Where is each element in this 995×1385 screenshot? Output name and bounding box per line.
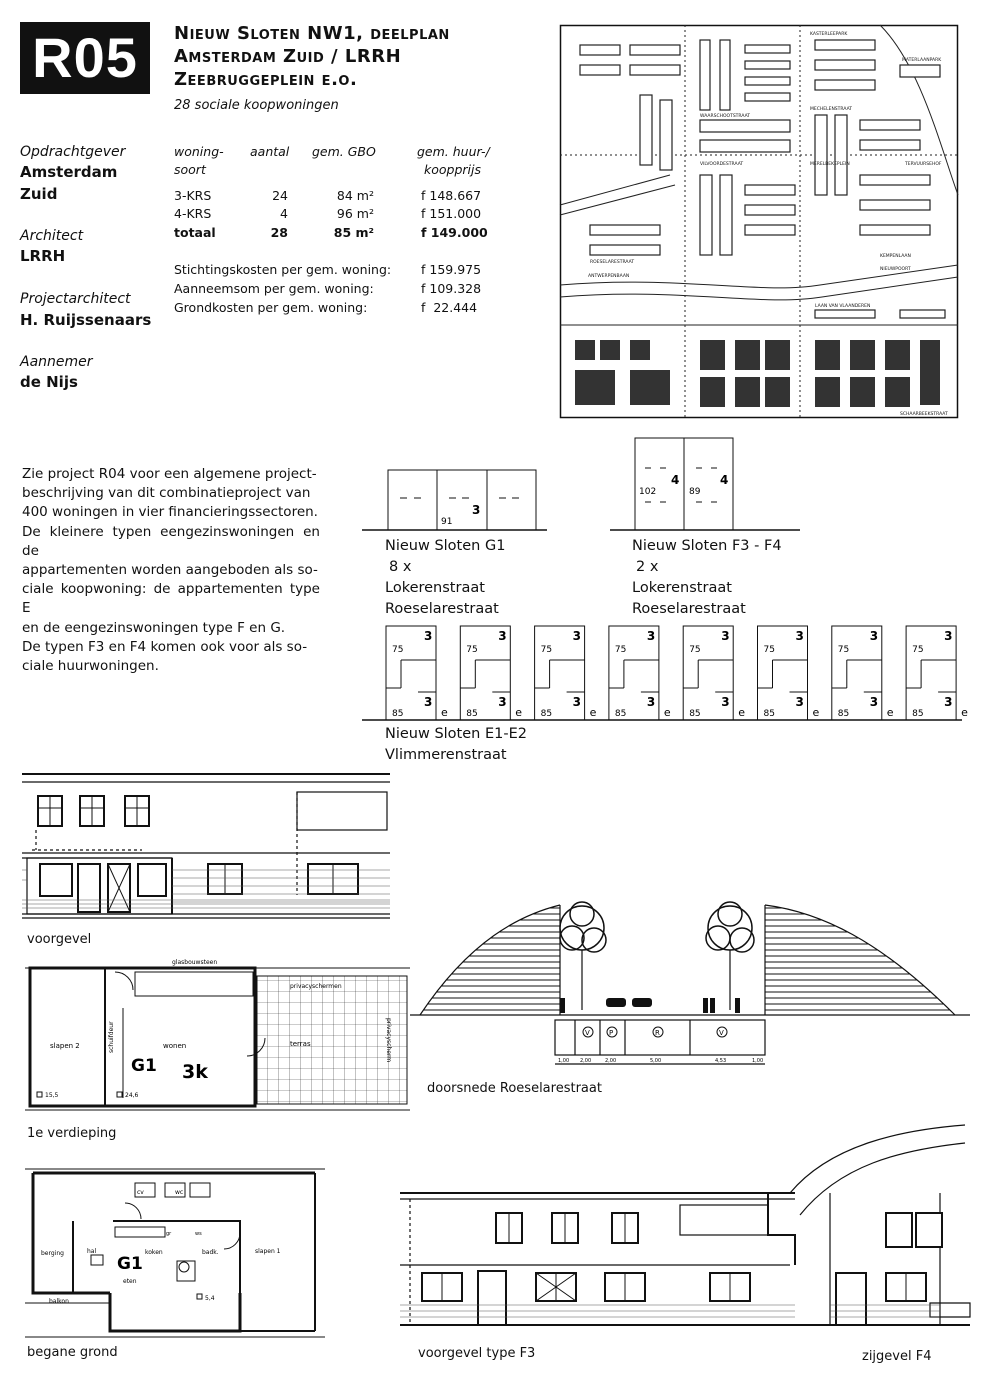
plan-type-label: G1 [131, 1056, 157, 1076]
map-street-label: ROESELARESTRAAT [590, 260, 635, 265]
plan-label: ws [195, 1231, 202, 1237]
scheme-e-bottom-rooms: 3 [795, 695, 804, 709]
th-price-2: koopprijs [424, 162, 482, 177]
scheme-e-top-rooms: 3 [498, 629, 507, 643]
scheme-e-street: Vlimmerenstraat [385, 747, 507, 763]
scheme-e-bottom-rooms: 3 [869, 695, 879, 709]
caption-voorgevel: voorgevel [27, 932, 92, 947]
scheme-f34-diagram [610, 436, 800, 536]
ground-floor-plan [25, 1163, 325, 1343]
plan-area-label: 5,4 [205, 1295, 215, 1302]
th-count: aantal [250, 144, 290, 159]
plan-label: koken [145, 1249, 163, 1256]
scheme-e-bottom-rooms: 3 [424, 695, 433, 709]
plan-label: balkon [49, 1298, 69, 1305]
map-street-label: MATERLAANPARK [902, 58, 942, 63]
scheme-g1-text [385, 536, 505, 620]
scheme-e-bottom-area: 85 [763, 709, 775, 719]
caption-verdieping: 1e verdieping [27, 1126, 117, 1141]
plan-label: hal [87, 1248, 97, 1255]
scheme-e-top-area: 75 [837, 645, 850, 655]
plan-label: cv [137, 1189, 144, 1196]
cost-value: f 22.444 [421, 300, 478, 315]
scheme-e-bottom-rooms: 3 [944, 695, 953, 709]
description-line: beschrijving van dit combinatieproject van [22, 485, 311, 502]
map-street-label: NIEUWPOORT [880, 267, 911, 272]
scheme-e-bottom-area: 85 [689, 709, 701, 719]
project-description [22, 465, 320, 676]
scheme-e-bottom-rooms: 3 [721, 695, 730, 709]
description-line: 400 woningen in vier financieringssectoren. [22, 504, 318, 521]
plan-label: eten [123, 1278, 137, 1285]
scheme-e-marker: e [663, 706, 671, 719]
front-elevation-drawing [22, 770, 390, 925]
row-count: 4 [280, 206, 288, 221]
th-gbo: gem. GBO [312, 144, 376, 159]
info-value-contractor: de Nijs [20, 373, 78, 391]
scheme-g1-count: 8 x [389, 559, 412, 575]
map-street-label: WAARSCHOOTSTRAAT [700, 114, 751, 119]
scheme-e-title: Nieuw Sloten E1-E2 [385, 726, 527, 742]
scheme-e-bottom-area: 85 [540, 709, 553, 719]
project-title [174, 22, 450, 91]
scheme-e-top-area: 75 [392, 645, 404, 655]
info-value-architect: LRRH [20, 247, 66, 265]
section-marker: R [655, 1029, 660, 1037]
scheme-e-bottom-rooms: 3 [498, 695, 507, 709]
caption-zijgevel-f4: zijgevel F4 [862, 1349, 932, 1364]
scheme-e-top-area: 75 [763, 645, 775, 655]
scheme-e-bottom-area: 85 [837, 709, 850, 719]
scheme-e-diagram [362, 624, 968, 724]
title-line: Zeebruggeplein e.o. [174, 69, 358, 90]
scheme-g1-street: Roeselarestraat [385, 601, 499, 617]
scheme-e-top-rooms: 3 [795, 629, 804, 643]
row-price: f 148.667 [421, 188, 482, 203]
info-value-project-architect: H. Ruijssenaars [20, 311, 152, 329]
cost-value: f 159.975 [421, 262, 482, 277]
map-street-label: KEMPENLAAN [880, 254, 911, 259]
row-type: 4-KRS [174, 206, 212, 221]
cost-label: Stichtingskosten per gem. woning: [174, 262, 392, 277]
project-code: R05 [20, 22, 150, 94]
scheme-e-top-rooms: 3 [424, 629, 433, 643]
description-line: ciale huurwoningen. [22, 658, 159, 675]
description-line: appartementen worden aangeboden als so- [22, 562, 318, 579]
info-label-client: Opdrachtgever [20, 144, 126, 160]
plan-label: gr [166, 1231, 172, 1237]
map-street-label: MECHELENSTRAAT [810, 107, 853, 112]
info-value-client-1: Amsterdam [20, 163, 118, 181]
scheme-e-bottom-area: 85 [392, 709, 404, 719]
title-line: Nieuw Sloten NW1, deelplan [174, 23, 450, 44]
caption-voorgevel-f3: voorgevel type F3 [418, 1346, 536, 1361]
row-total-count: 28 [270, 225, 288, 240]
cost-label: Grondkosten per gem. woning: [174, 300, 368, 315]
scheme-e-marker: e [812, 706, 820, 719]
plan-label: wc [175, 1189, 184, 1196]
scheme-f34-count: 2 x [636, 559, 659, 575]
scheme-e-marker: e [441, 706, 448, 719]
map-street-label: SCHAARBEEKSTRAAT [900, 412, 948, 417]
row-total-price: f 149.000 [421, 225, 488, 240]
row-gbo: 96 m² [336, 206, 374, 221]
plan-label: terras [290, 1040, 311, 1048]
scheme-f34-street: Roeselarestraat [632, 601, 746, 617]
map-street-label: ANTWERPENBAAN [588, 274, 630, 279]
description-line: De typen F3 en F4 komen ook voor als so- [22, 638, 308, 655]
description-line: De kleinere typen eengezinswoningen en de [22, 523, 320, 559]
scheme-g1-title: Nieuw Sloten G1 [385, 538, 506, 554]
plan-type-label: G1 [117, 1254, 143, 1274]
scheme-e-marker: e [961, 706, 968, 719]
section-dim: 1,00 [752, 1058, 764, 1064]
plan-label: privacyschermen [290, 983, 342, 990]
description-line: Zie project R04 voor een algemene project- [22, 466, 317, 482]
plan-label: privacyscherm [385, 1018, 392, 1063]
section-dim: 5,00 [650, 1058, 662, 1064]
plan-area-label: 15,5 [45, 1092, 59, 1099]
scheme-e-marker: e [886, 706, 894, 719]
scheme-g1-area: 91 [441, 517, 453, 527]
scheme-f34-text [632, 536, 782, 620]
row-type: 3-KRS [174, 188, 212, 203]
scheme-e-top-rooms: 3 [869, 629, 879, 643]
caption-begane-grond: begane grond [27, 1345, 118, 1360]
row-gbo: 84 m² [336, 188, 374, 203]
section-marker: V [585, 1029, 590, 1037]
section-marker: P [609, 1029, 614, 1037]
scheme-e-top-rooms: 3 [646, 629, 656, 643]
plan-label: badk. [202, 1249, 219, 1256]
plan-label: berging [41, 1250, 64, 1257]
plan-label: slapen 1 [255, 1248, 281, 1255]
row-count: 24 [272, 188, 288, 203]
scheme-e-bottom-area: 85 [466, 709, 478, 719]
info-label-architect: Architect [20, 228, 84, 244]
plan-label: glasbouwsteen [172, 959, 218, 966]
section-dim: 1,00 [558, 1058, 570, 1064]
section-dim: 2,00 [605, 1058, 617, 1064]
first-floor-plan [25, 958, 410, 1123]
scheme-f34-area: 102 [639, 487, 657, 497]
scheme-e-top-area: 75 [466, 645, 478, 655]
site-map [560, 25, 958, 418]
scheme-e-marker: e [738, 706, 745, 719]
row-total-gbo: 85 m² [333, 225, 374, 240]
plan-label: slapen 2 [50, 1042, 80, 1050]
scheme-f34-title: Nieuw Sloten F3 - F4 [632, 538, 782, 554]
plan-label: schuifdeur [108, 1021, 115, 1053]
caption-doorsnede: doorsnede Roeselarestraat [427, 1081, 602, 1096]
street-section-drawing [410, 880, 970, 1070]
description-line: en de eengezinswoningen type F en G. [22, 619, 286, 636]
cost-label: Aanneemsom per gem. woning: [174, 281, 374, 296]
th-type-2: soort [174, 162, 206, 177]
project-subtitle: 28 sociale koopwoningen [174, 98, 339, 113]
scheme-e-top-rooms: 3 [944, 629, 953, 643]
section-dim: 2,00 [580, 1058, 592, 1064]
th-type-1: woning- [174, 144, 224, 159]
section-dim: 4,53 [715, 1058, 727, 1064]
map-street-label: KASTERLEEPARK [810, 32, 848, 37]
title-line: Amsterdam Zuid / LRRH [174, 46, 402, 67]
map-street-label: VILVOORDESTRAAT [700, 162, 744, 167]
scheme-g1-rooms: 3 [472, 503, 481, 517]
scheme-f34-area: 89 [689, 487, 701, 497]
cost-value: f 109.328 [421, 281, 482, 296]
scheme-g1-street: Lokerenstraat [385, 580, 485, 596]
scheme-e-top-area: 75 [689, 645, 701, 655]
scheme-e-top-rooms: 3 [721, 629, 730, 643]
scheme-e-marker: e [589, 706, 597, 719]
scheme-e-marker: e [515, 706, 523, 719]
map-street-label: MERELBEKEPLEIN [810, 162, 850, 167]
scheme-e-bottom-rooms: 3 [572, 695, 581, 709]
description-line: ciale koopwoning: de appartementen type E [22, 581, 320, 617]
row-price: f 151.000 [421, 206, 482, 221]
info-value-client-2: Zuid [20, 185, 58, 203]
scheme-f34-street: Lokerenstraat [632, 580, 732, 596]
housing-table [174, 144, 514, 324]
map-street-label: TERVUURSEHOF [905, 162, 942, 167]
plan-label: wonen [163, 1042, 187, 1050]
row-total-type: totaal [174, 225, 216, 240]
scheme-e-text [385, 724, 527, 766]
scheme-e-top-area: 75 [912, 645, 924, 655]
f3-f4-elevation [400, 1125, 970, 1335]
scheme-e-top-area: 75 [540, 645, 553, 655]
info-label-contractor: Aannemer [20, 354, 93, 370]
scheme-f34-rooms: 4 [720, 473, 729, 487]
scheme-e-bottom-area: 85 [614, 709, 627, 719]
plan-rooms-label: 3k [182, 1061, 208, 1083]
map-street-label: LAAN VAN VLAANDEREN [815, 304, 871, 309]
scheme-g1-diagram [362, 468, 547, 538]
section-marker: V [719, 1029, 724, 1037]
scheme-e-top-rooms: 3 [572, 629, 581, 643]
scheme-e-bottom-rooms: 3 [646, 695, 656, 709]
info-label-project-architect: Projectarchitect [20, 291, 131, 307]
scheme-f34-rooms: 4 [671, 473, 680, 487]
scheme-e-bottom-area: 85 [912, 709, 924, 719]
plan-area-label: 24,6 [125, 1092, 139, 1099]
th-price-1: gem. huur-/ [417, 144, 490, 159]
scheme-e-top-area: 75 [614, 645, 627, 655]
